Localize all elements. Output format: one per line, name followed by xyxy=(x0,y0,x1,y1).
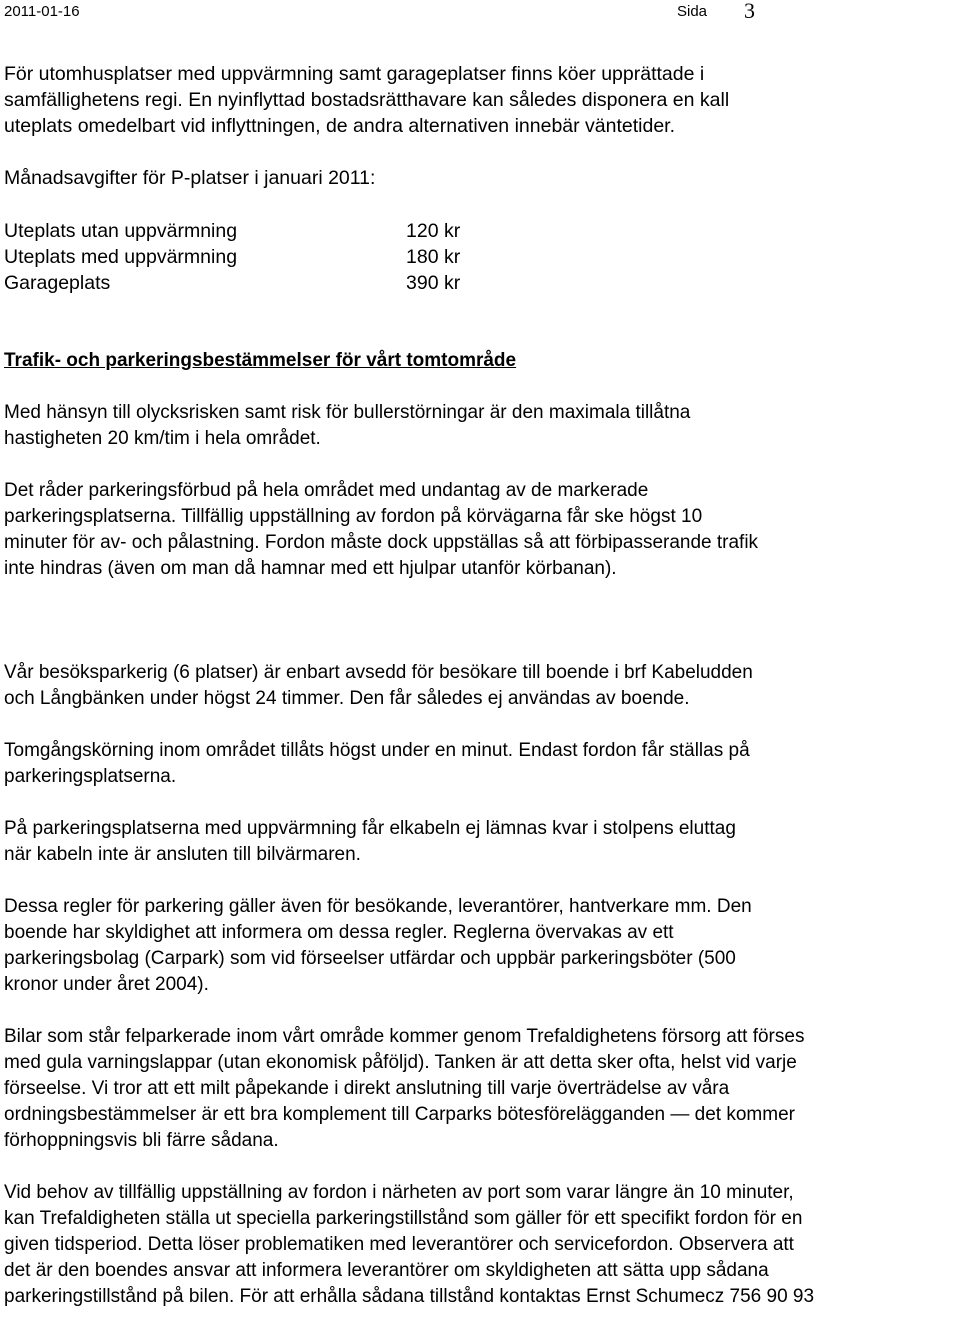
paragraph-cables: På parkeringsplatserna med uppvärmning får elkabeln ej lämnas kvar i stolpens eluttag när kabeln inte är ansluten till bilvärmaren. xyxy=(4,818,736,865)
fee-row xyxy=(4,244,956,270)
header-page-number: 3 xyxy=(744,0,755,23)
fee-row xyxy=(4,270,956,296)
paragraph-permits: Vid behov av tillfällig uppställning av fordon i närheten av port som varar längre än 10 minuter, kan Trefaldigheten ställa ut speciella parkeringstillstånd som gäller för ett specifikt fordon för en given tidsperiod. Detta löser problematiken med leverantörer och servicefordon. Observera att det är den boendes ansvar att informera leverantörer om skyldigheten att sätta upp sådana parkeringstillstånd på bilen. För att erhålla sådana tillstånd kontaktas Ernst Schumecz 756 90 93 xyxy=(4,1182,815,1307)
fee-table xyxy=(4,218,956,296)
fee-label: Garageplats xyxy=(4,272,111,294)
paragraph-speed: Med hänsyn till olycksrisken samt risk för bullerstörningar är den maximala tillåtna hastigheten 20 km/tim i hela området. xyxy=(4,402,691,449)
paragraph-warnings: Bilar som står felparkerade inom vårt område kommer genom Trefaldighetens försorg att förses med gula varningslappar (utan ekonomisk påföljd). Tanken är att detta sker ofta, helst vid varje förseelse. Vi tror att ett milt påpekande i direkt anslutning till varje överträdelse av våra ordningsbestämmelser är ett bra komplement till Carparks bötesförelägganden — det kommer förhoppningsvis bli färre sådana. xyxy=(4,1026,805,1151)
paragraph-parking-ban: Det råder parkeringsförbud på hela området med undantag av de markerade parkeringsplatserna. Tillfällig uppställning av fordon på körvägarna får ske högst 10 minuter för av- och pålastning. Fordon måste dock uppställas så att förbipasserande trafik inte hindras (även om man då hamnar med ett hjulpar utanför körbanan). xyxy=(4,480,759,579)
header-page-label: Sida xyxy=(677,3,708,20)
paragraph-queues: För utomhusplatser med uppvärmning samt garageplatser finns köer upprättade i samfällighetens regi. En nyinflyttad bostadsrätthavare kan således disponera en kall uteplats omedelbart vid inflyttningen, de andra alternativen innebär väntetider. xyxy=(4,63,730,137)
fee-value: 390 kr xyxy=(406,272,461,294)
page-header xyxy=(4,0,954,24)
paragraph-rules: Dessa regler för parkering gäller även för besökande, leverantörer, hantverkare mm. Den boende har skyldighet att informera om dessa regler. Reglerna övervakas av ett parkeringsbolag (Carpark) som vid förseelser utfärdar och uppbär parkeringsböter (500 kronor under året 2004). xyxy=(4,896,752,995)
fee-row xyxy=(4,218,956,244)
fee-label: Uteplats utan uppvärmning xyxy=(4,220,238,242)
section-heading: Trafik- och parkeringsbestämmelser för vårt tomtområde xyxy=(4,350,517,371)
document-body xyxy=(4,61,956,1310)
paragraph-idling: Tomgångskörning inom området tillåts högst under en minut. Endast fordon får ställas på parkeringsplatserna. xyxy=(4,740,750,787)
header-date: 2011-01-16 xyxy=(4,3,80,20)
paragraph-fees-intro: Månadsavgifter för P-platser i januari 2011: xyxy=(4,167,376,189)
fee-value: 180 kr xyxy=(406,246,461,268)
paragraph-visitor-parking: Vår besöksparkerig (6 platser) är enbart avsedd för besökare till boende i brf Kabeludden och Långbänken under högst 24 timmer. Den får således ej användas av boende. xyxy=(4,662,753,709)
fee-label: Uteplats med uppvärmning xyxy=(4,246,238,268)
fee-value: 120 kr xyxy=(406,220,461,242)
